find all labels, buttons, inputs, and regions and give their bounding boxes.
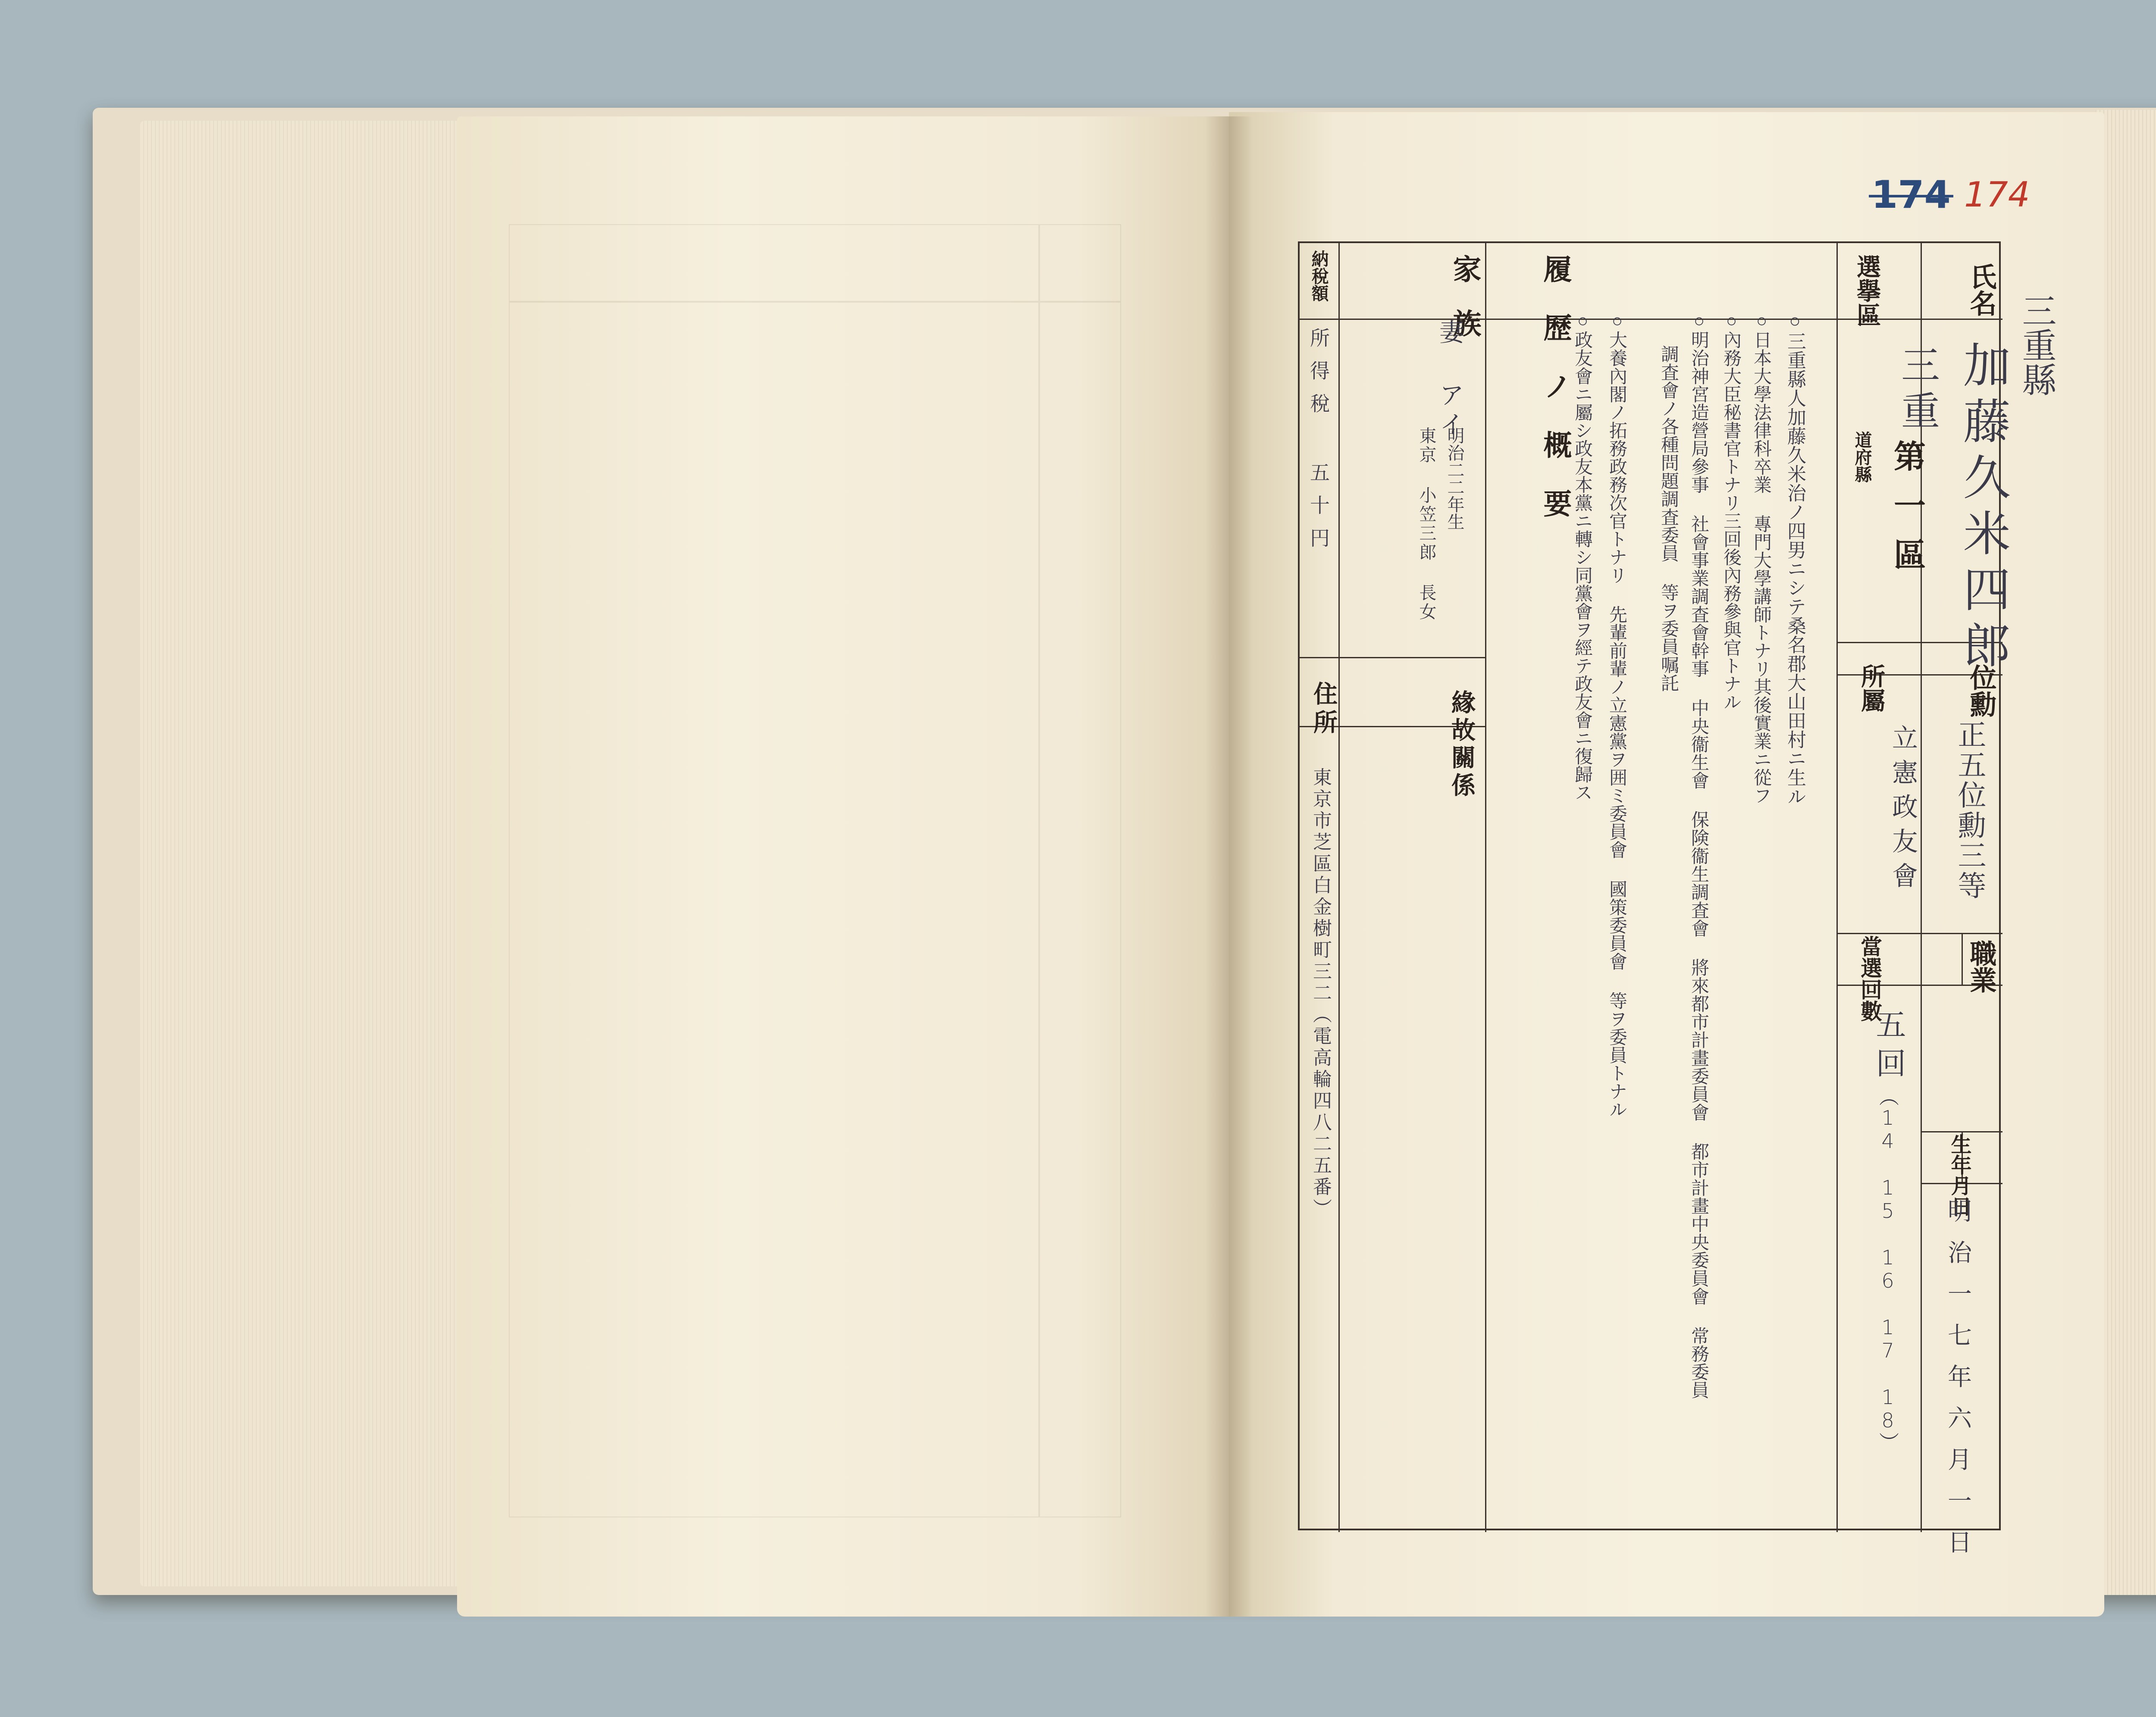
printed-page-number-text: 174 [1871, 172, 1951, 217]
party-header: 所屬 [1857, 664, 1886, 712]
prefecture-note: 三重縣 [2016, 293, 2056, 397]
biography-line: ○內務大臣秘書官トナリ三回後內務參與官トナル [1721, 310, 1742, 711]
tax-header: 納稅額 [1309, 250, 1329, 302]
district-rest: 第一區 [1889, 440, 1926, 587]
biography-line: ○政友會ニ屬シ政友本黨ニ轉シ同黨會ヲ經テ政友會ニ復歸ス [1572, 310, 1593, 801]
rule-v3 [1485, 243, 1486, 1532]
occupation-header: 職業 [1965, 940, 1997, 993]
rule-h-left1 [1300, 657, 1485, 658]
relation-header: 緣故關係 [1448, 690, 1476, 800]
rank-header: 位勳 [1965, 664, 1997, 717]
name-header: 氏名 [1965, 263, 1997, 316]
strike-line [1869, 195, 1953, 197]
district-header: 選擧區 [1853, 254, 1881, 327]
family-spouse: 妻 アイ [1435, 319, 1464, 441]
book-gutter [1205, 116, 1253, 1617]
terms-header: 當選回數 [1857, 935, 1883, 1022]
family-header: 家族 [1448, 254, 1482, 363]
page-edges-left [140, 121, 485, 1586]
rule-v2 [1836, 243, 1838, 1532]
show-through-ghost [509, 224, 1121, 1517]
rank-value: 正五位勳三等 [1953, 720, 1986, 901]
rule-v4 [1338, 243, 1340, 1532]
terms-value: 五回 [1871, 1009, 1906, 1086]
district-prefecture: 三重 [1894, 345, 1940, 436]
rule-h-right3 [1836, 933, 2002, 934]
biography-line: ○三重縣人加藤久米治ノ四男ニシテ桑名郡大山田村ニ生ル [1784, 310, 1806, 806]
biography-line: 調査會ノ各種問題調査委員 等ヲ委員嘱託 [1658, 345, 1680, 692]
family-origin: 東京 小笠三郎 長女 [1416, 427, 1436, 622]
name-value: 加藤久米四郎 [1955, 341, 2011, 677]
biography-line: ○日本大學法律科卒業 專門大學講師トナリ其後實業ニ從フ [1751, 310, 1772, 804]
address-value: 東京市芝區白金樹町三二（電高輪四八二五番） [1310, 767, 1332, 1220]
printed-page-number [1871, 172, 1951, 217]
birth-header: 生年月日 [1947, 1134, 1971, 1217]
tax-value: 所得稅 五十円 [1307, 328, 1330, 560]
family-birth: 明治二二年生 [1445, 427, 1464, 530]
address-header: 住所 [1310, 681, 1338, 738]
rule-h-top [1300, 319, 2002, 320]
biography-line: ○大養內閣ノ拓務政務次官トナリ 先輩前輩ノ立憲黨ヲ囲ミ委員會 國策委員會 等ヲ委員トナル [1607, 310, 1628, 1118]
district-types: 道府縣 [1852, 431, 1872, 483]
birth-value: 明治一七年六月一日 [1944, 1198, 1972, 1571]
biography-line: ○明治神宮造營局參事 社會事業調査會幹事 中央衞生會 保険衞生調査會 將來都市計畫委員會 都市計畫中央委員會 常務委員 [1689, 310, 1710, 1399]
handwritten-page-number: 174 [1964, 175, 2030, 215]
page-edges-right [2096, 110, 2156, 1595]
biography-header: 履歷ノ概要 [1539, 254, 1572, 547]
party-value: 立憲政友會 [1888, 724, 1918, 897]
terms-list: （14 15 16 17 18） [1876, 1086, 1899, 1452]
